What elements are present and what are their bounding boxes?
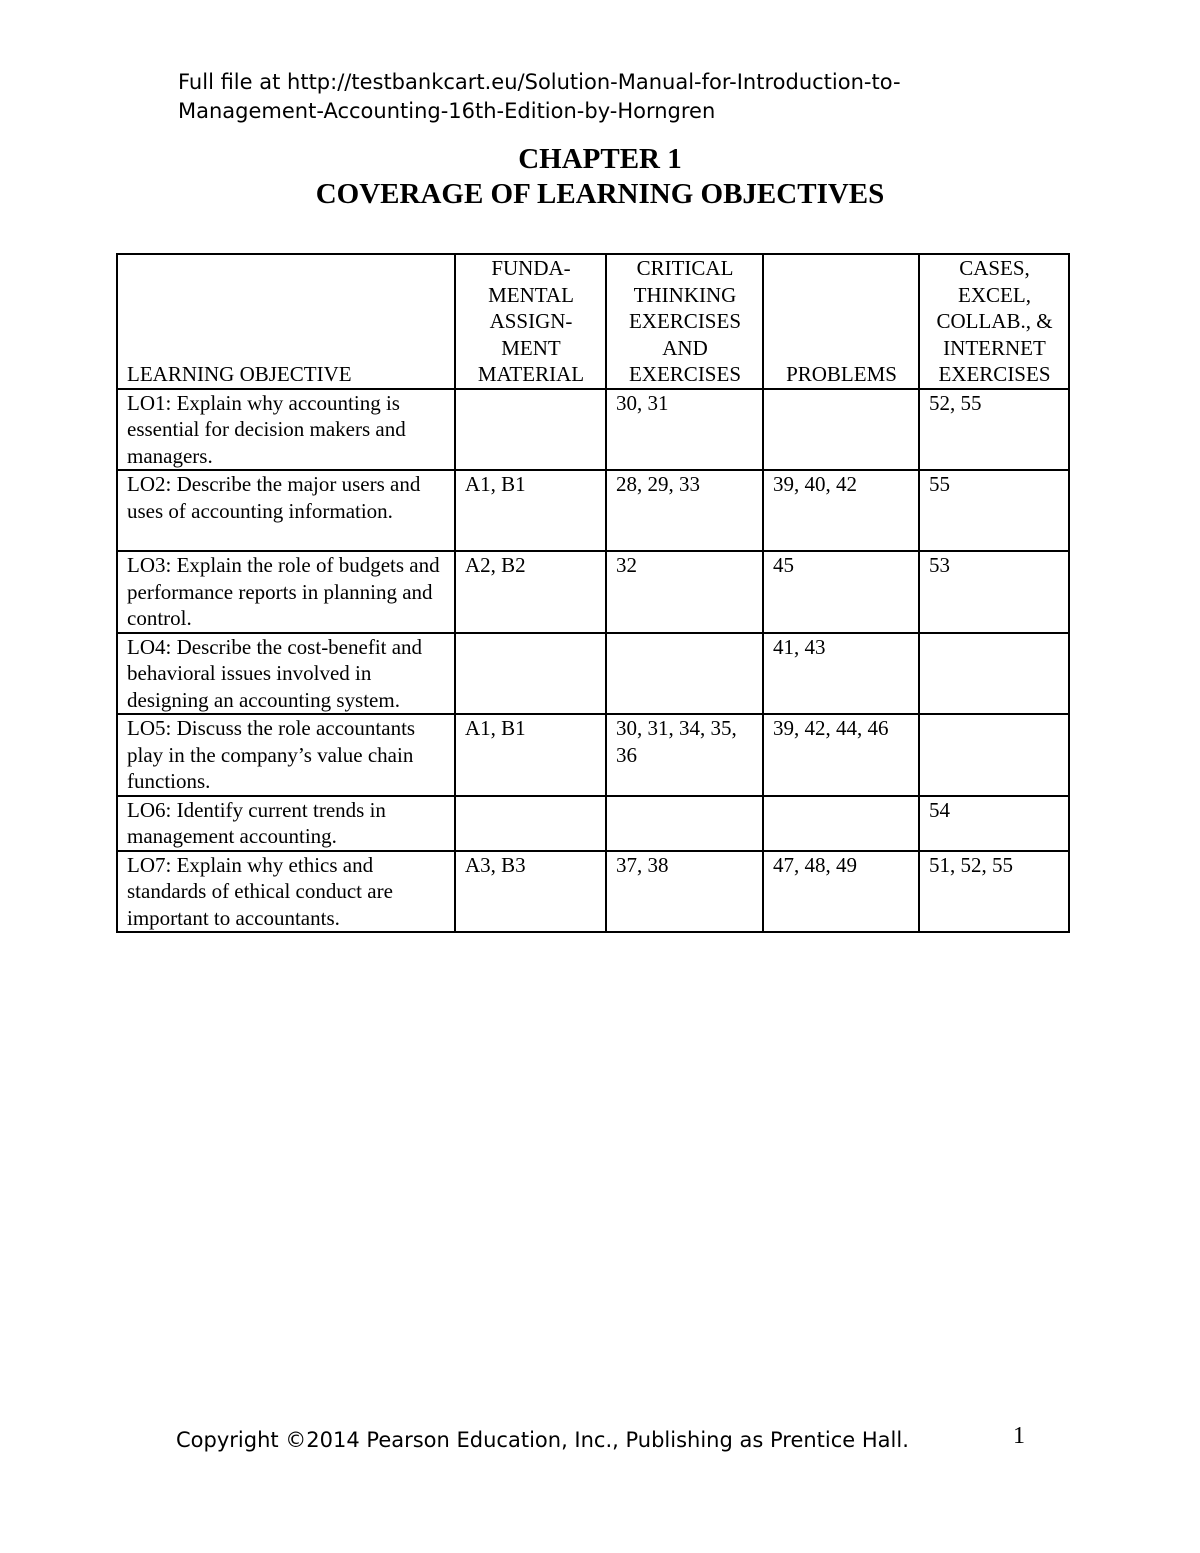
source-note-line-1: Full file at http://testbankcart.eu/Solution-Manual-for-Introduction-to-	[178, 70, 901, 94]
cell-fundamental: A2, B2	[455, 551, 606, 633]
cell-problems: 47, 48, 49	[763, 851, 919, 933]
cell-problems: 39, 42, 44, 46	[763, 714, 919, 796]
cell-objective: LO5: Discuss the role accountants play in the company’s value chain functions.	[117, 714, 455, 796]
cell-objective: LO7: Explain why ethics and standards of ethical conduct are important to accountants.	[117, 851, 455, 933]
cell-problems	[763, 796, 919, 851]
learning-objectives-table	[116, 253, 1070, 933]
cell-objective: LO1: Explain why accounting is essential for decision makers and managers.	[117, 389, 455, 471]
cell-fundamental: A1, B1	[455, 714, 606, 796]
section-title: COVERAGE OF LEARNING OBJECTIVES	[315, 178, 885, 210]
chapter-title: CHAPTER 1	[518, 143, 682, 175]
table-row	[117, 551, 1069, 633]
cell-critical	[606, 633, 763, 715]
source-note	[178, 68, 1018, 126]
cell-fundamental	[455, 796, 606, 851]
cell-fundamental	[455, 389, 606, 471]
cell-critical: 30, 31	[606, 389, 763, 471]
cell-objective: LO3: Explain the role of budgets and performance reports in planning and control.	[117, 551, 455, 633]
cell-problems: 41, 43	[763, 633, 919, 715]
cell-problems: 39, 40, 42	[763, 470, 919, 551]
cell-problems	[763, 389, 919, 471]
source-note-line-2: Management-Accounting-16th-Edition-by-Horngren	[178, 99, 716, 123]
table-header-row	[117, 254, 1069, 389]
table-row	[117, 633, 1069, 715]
cell-objective: LO2: Describe the major users and uses of accounting information.	[117, 470, 455, 551]
table-row	[117, 796, 1069, 851]
header-critical-thinking: CRITICAL THINKING EXERCISES AND EXERCISES	[606, 254, 763, 389]
table-row	[117, 389, 1069, 471]
table-row	[117, 470, 1069, 551]
cell-cases	[919, 633, 1069, 715]
table-row	[117, 714, 1069, 796]
cell-fundamental: A1, B1	[455, 470, 606, 551]
page-title	[0, 142, 1200, 212]
cell-objective: LO4: Describe the cost-benefit and behavioral issues involved in designing an accounting system.	[117, 633, 455, 715]
cell-cases	[919, 714, 1069, 796]
cell-cases: 51, 52, 55	[919, 851, 1069, 933]
cell-critical: 30, 31, 34, 35, 36	[606, 714, 763, 796]
cell-fundamental: A3, B3	[455, 851, 606, 933]
cell-cases: 52, 55	[919, 389, 1069, 471]
table-row	[117, 851, 1069, 933]
copyright-footer: Copyright ©2014 Pearson Education, Inc., Publishing as Prentice Hall.	[176, 1428, 909, 1452]
cell-fundamental	[455, 633, 606, 715]
cell-critical: 37, 38	[606, 851, 763, 933]
header-problems: PROBLEMS	[763, 254, 919, 389]
header-learning-objective: LEARNING OBJECTIVE	[117, 254, 455, 389]
cell-objective: LO6: Identify current trends in management accounting.	[117, 796, 455, 851]
page-number: 1	[1013, 1423, 1025, 1449]
cell-critical: 32	[606, 551, 763, 633]
cell-critical: 28, 29, 33	[606, 470, 763, 551]
cell-cases: 54	[919, 796, 1069, 851]
cell-problems: 45	[763, 551, 919, 633]
header-fundamental: FUNDA- MENTAL ASSIGN- MENT MATERIAL	[455, 254, 606, 389]
cell-cases: 55	[919, 470, 1069, 551]
header-cases: CASES, EXCEL, COLLAB., & INTERNET EXERCISES	[919, 254, 1069, 389]
cell-critical	[606, 796, 763, 851]
cell-cases: 53	[919, 551, 1069, 633]
